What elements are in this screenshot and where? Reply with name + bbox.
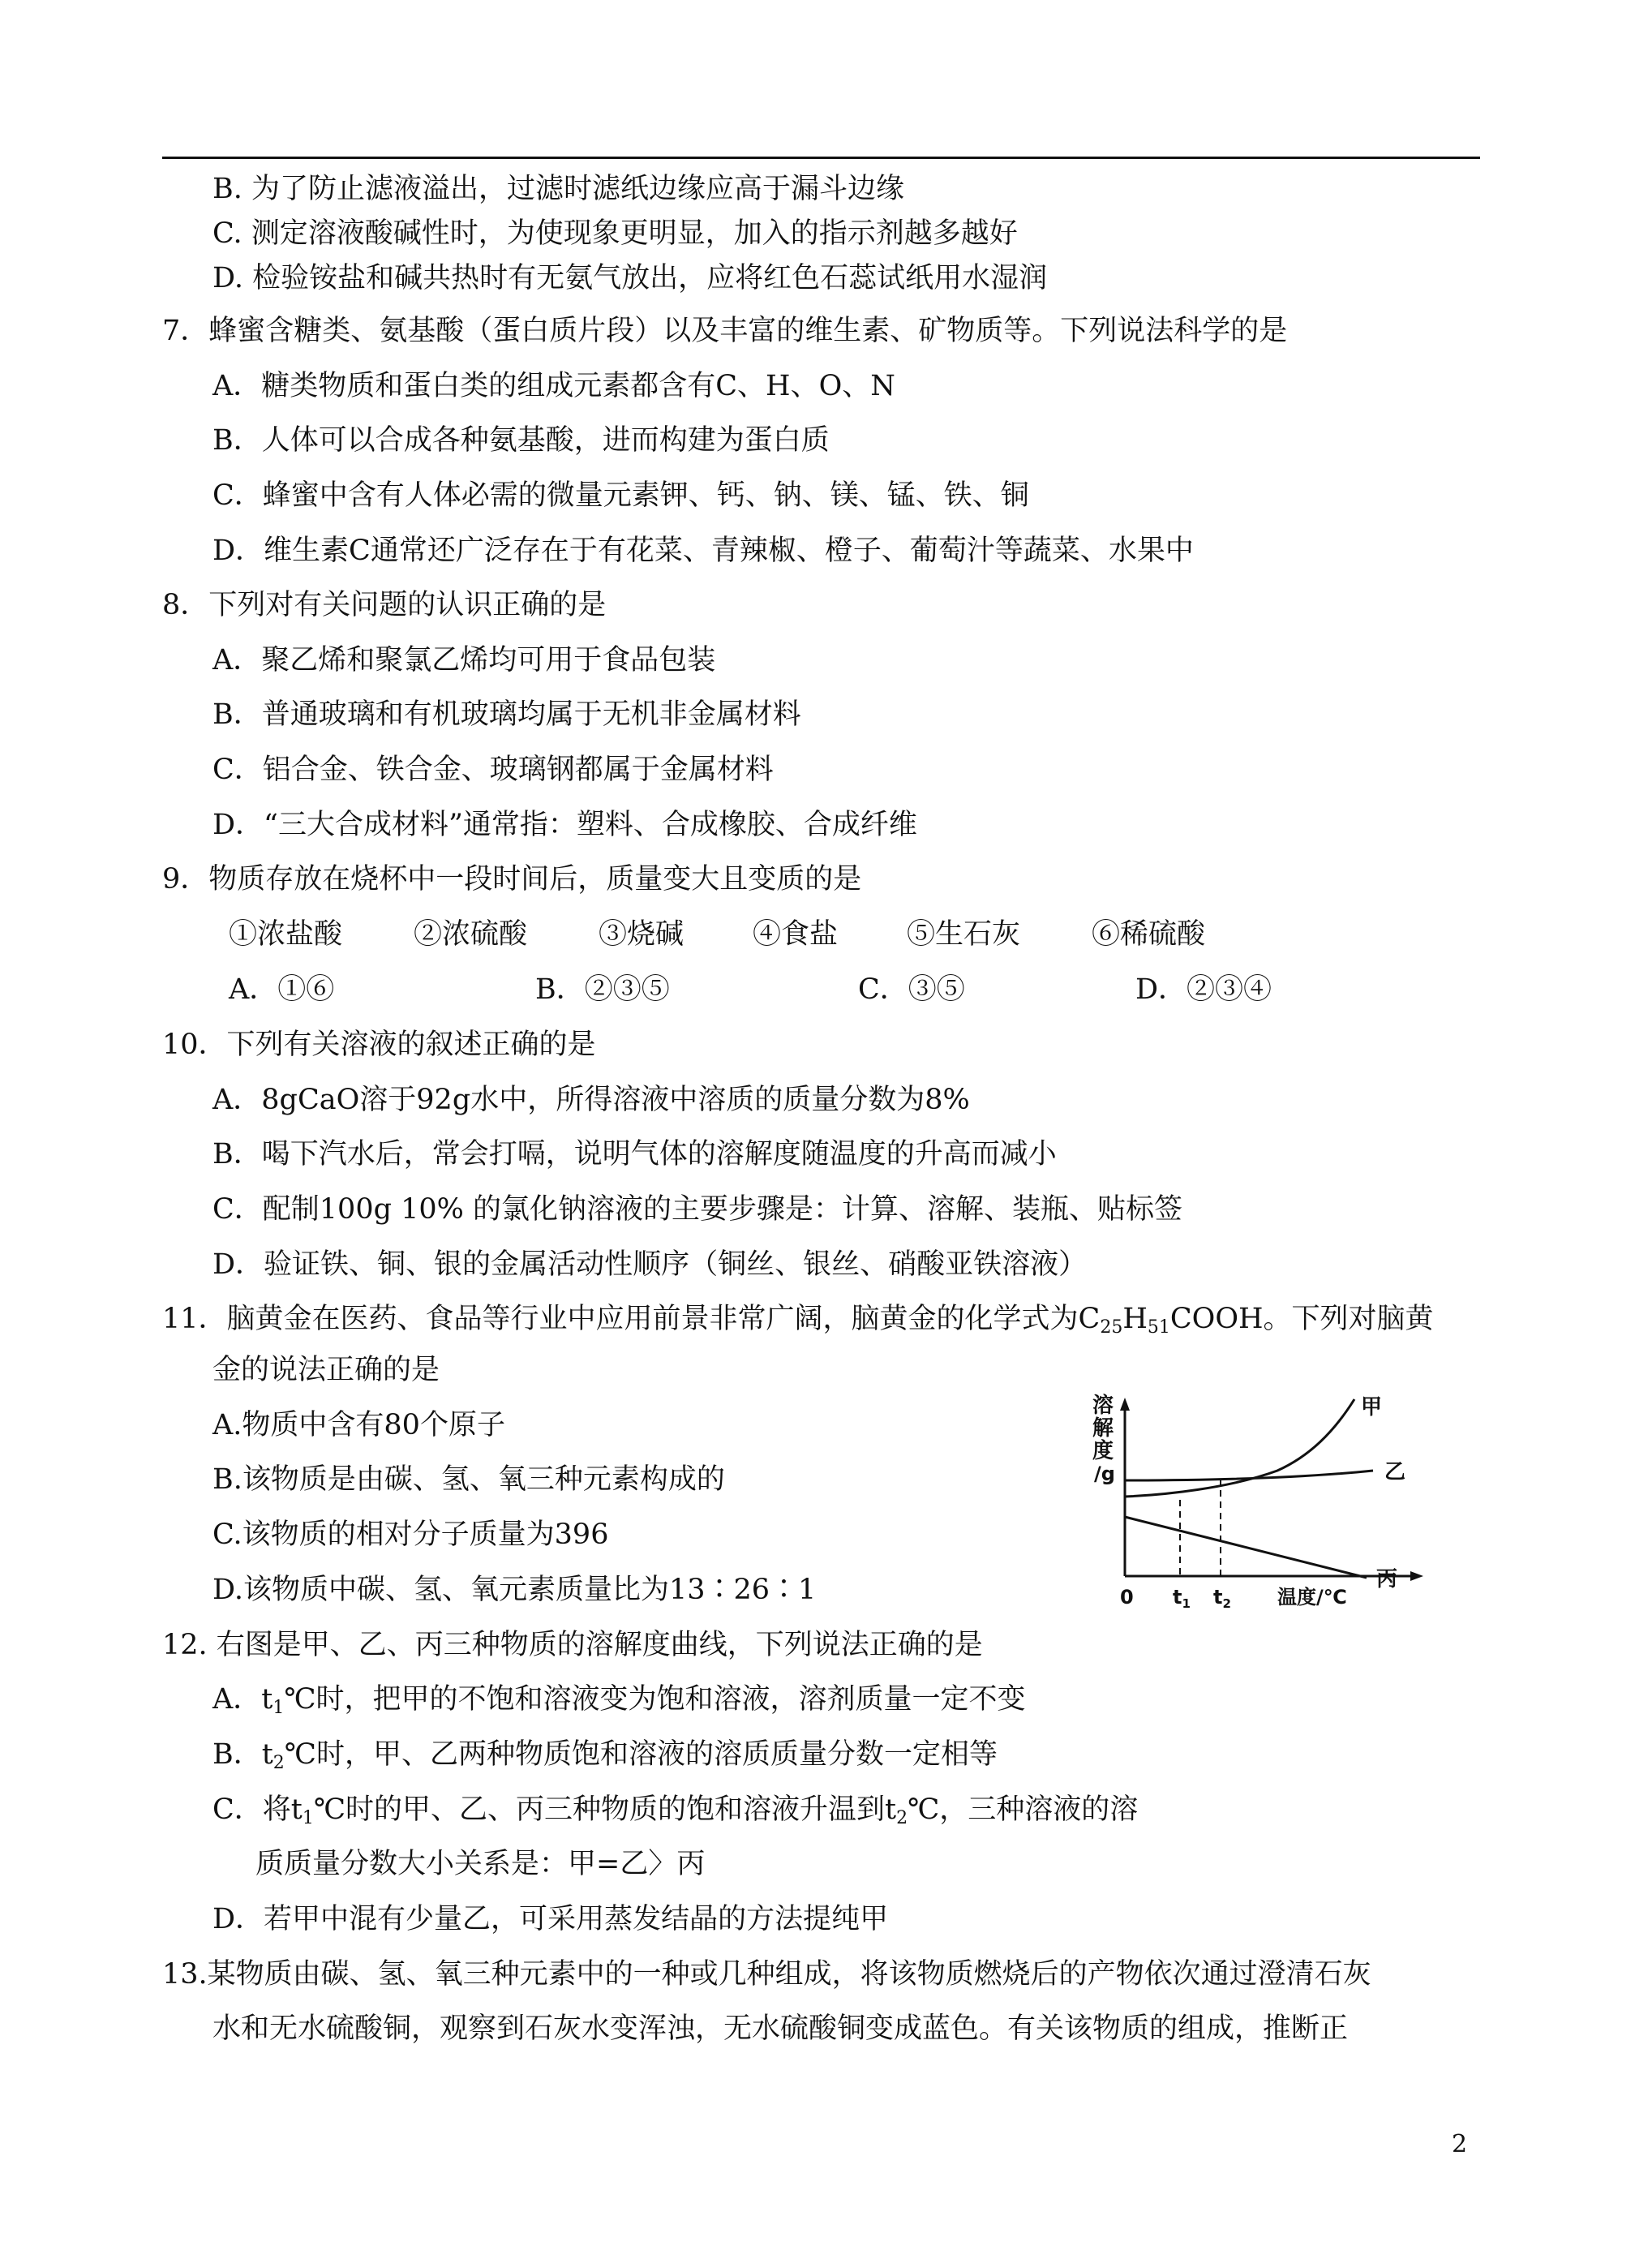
q8-option-c: C．铝合金、铁合金、玻璃钢都属于金属材料 [212,754,774,786]
question-12: 12. 右图是甲、乙、丙三种物质的溶解度曲线，下列说法正确的是 [162,1629,983,1661]
solubility-curve-figure [1091,1391,1464,1610]
curve-bing-label: 丙 [1376,1567,1398,1591]
q7-option-d: D．维生素C通常还广泛存在于有花菜、青辣椒、橙子、葡萄汁等蔬菜、水果中 [212,535,1194,567]
q12-option-d: D．若甲中混有少量乙，可采用蒸发结晶的方法提纯甲 [212,1903,889,1935]
q7-option-a: A．糖类物质和蛋白类的组成元素都含有C、H、O、N [212,370,895,402]
curve-jia [1125,1399,1354,1497]
q9-item-5: ⑤生石灰 [907,918,1021,951]
question-7: 7．蜂蜜含糖类、氨基酸（蛋白质片段）以及丰富的维生素、矿物质等。下列说法科学的是 [162,315,1288,347]
option-b-line: B. 为了防止滤液溢出，过滤时滤纸边缘应高于漏斗边缘 [212,173,904,205]
q11-option-c: C.该物质的相对分子质量为396 [212,1518,609,1551]
y-axis-arrow [1120,1398,1130,1411]
q10-option-b: B．喝下汽水后，常会打嗝，说明气体的溶解度随温度的升高而减小 [212,1138,1057,1171]
q9-item-1: ①浓盐酸 [229,918,343,951]
q10-option-a: A．8gCaO溶于92g水中，所得溶液中溶质的质量分数为8% [212,1084,970,1116]
q10-option-d: D．验证铁、铜、银的金属活动性顺序（铜丝、银丝、硝酸亚铁溶液） [212,1248,1088,1281]
curve-bing [1125,1517,1367,1578]
q8-option-b: B．普通玻璃和有机玻璃均属于无机非金属材料 [212,698,801,731]
origin-label: 0 [1120,1586,1134,1609]
q8-option-d: D．“三大合成材料”通常指：塑料、合成橡胶、合成纤维 [212,809,917,841]
q9-item-4: ④食盐 [753,918,839,951]
question-11: 11．脑黄金在医药、食品等行业中应用前景非常广阔，脑黄金的化学式为$C_{25}H_{51}COOH$。下列对脑黄 [162,1303,1434,1338]
t2-label: $t_2$ [1213,1586,1231,1610]
t1-label: $t_1$ [1173,1586,1191,1610]
curve-jia-label: 甲 [1361,1395,1383,1420]
x-axis-arrow [1410,1571,1423,1581]
header-rule [162,157,1480,159]
option-c-line: C. 测定溶液酸碱性时，为使现象更明显，加入的指示剂越多越好 [212,217,1018,250]
question-10: 10．下列有关溶液的叙述正确的是 [162,1029,596,1061]
question-8: 8．下列对有关问题的认识正确的是 [162,589,607,621]
q7-option-b: B．人体可以合成各种氨基酸，进而构建为蛋白质 [212,424,830,457]
curve-yi [1125,1471,1373,1480]
question-11-cont: 金的说法正确的是 [212,1354,440,1386]
q11-option-d: D.该物质中碳、氢、氧元素质量比为13∶26∶1 [212,1574,817,1606]
curve-yi-label: 乙 [1384,1460,1406,1484]
q12-option-b: B．$t_2℃$时，甲、乙两种物质饱和溶液的溶质质量分数一定相等 [212,1738,998,1773]
y-label-char-3: 度 [1092,1439,1114,1463]
q11-option-a: A.物质中含有80个原子 [212,1409,505,1441]
y-label-char-1: 溶 [1092,1394,1114,1418]
q11-option-b: B.该物质是由碳、氢、氧三种元素构成的 [212,1463,725,1496]
question-13-cont: 水和无水硫酸铜，观察到石灰水变浑浊，无水硫酸铜变成蓝色。有关该物质的组成，推断正 [212,2012,1349,2045]
y-label-unit: /g [1094,1463,1115,1485]
question-13: 13.某物质由碳、氢、氧三种元素中的一种或几种组成，将该物质燃烧后的产物依次通过澄清石灰 [162,1958,1371,1991]
q9-option-a: A．①⑥ [229,973,335,1006]
q8-option-a: A．聚乙烯和聚氯乙烯均可用于食品包装 [212,644,716,677]
option-d-line: D. 检验铵盐和碱共热时有无氨气放出，应将红色石蕊试纸用水湿润 [212,262,1048,294]
q12-option-c: C．将$t_1℃$时的甲、乙、丙三种物质的饱和溶液升温到$t_2℃$，三种溶液的溶 [212,1793,1139,1828]
x-axis-label: 温度/℃ [1277,1586,1347,1609]
q9-item-6: ⑥稀硫酸 [1092,918,1206,951]
q7-option-c: C．蜂蜜中含有人体必需的微量元素钾、钙、钠、镁、锰、铁、铜 [212,479,1029,512]
q12-option-c-cont: 质质量分数大小关系是：甲=乙〉丙 [255,1848,706,1880]
q9-option-c: C．③⑤ [858,973,965,1006]
q12-option-a: A．$t_1℃$时，把甲的不饱和溶液变为饱和溶液，溶剂质量一定不变 [212,1683,1026,1718]
y-label-char-2: 解 [1092,1416,1114,1441]
page-number: 2 [1452,2130,1468,2158]
q9-item-2: ②浓硫酸 [414,918,528,951]
q9-option-d: D．②③④ [1135,973,1272,1006]
q9-option-b: B．②③⑤ [535,973,670,1006]
q9-item-3: ③烧碱 [599,918,684,951]
question-9: 9．物质存放在烧杯中一段时间后，质量变大且变质的是 [162,863,862,896]
q10-option-c: C．配制100g 10% 的氯化钠溶液的主要步骤是：计算、溶解、装瓶、贴标签 [212,1193,1183,1226]
